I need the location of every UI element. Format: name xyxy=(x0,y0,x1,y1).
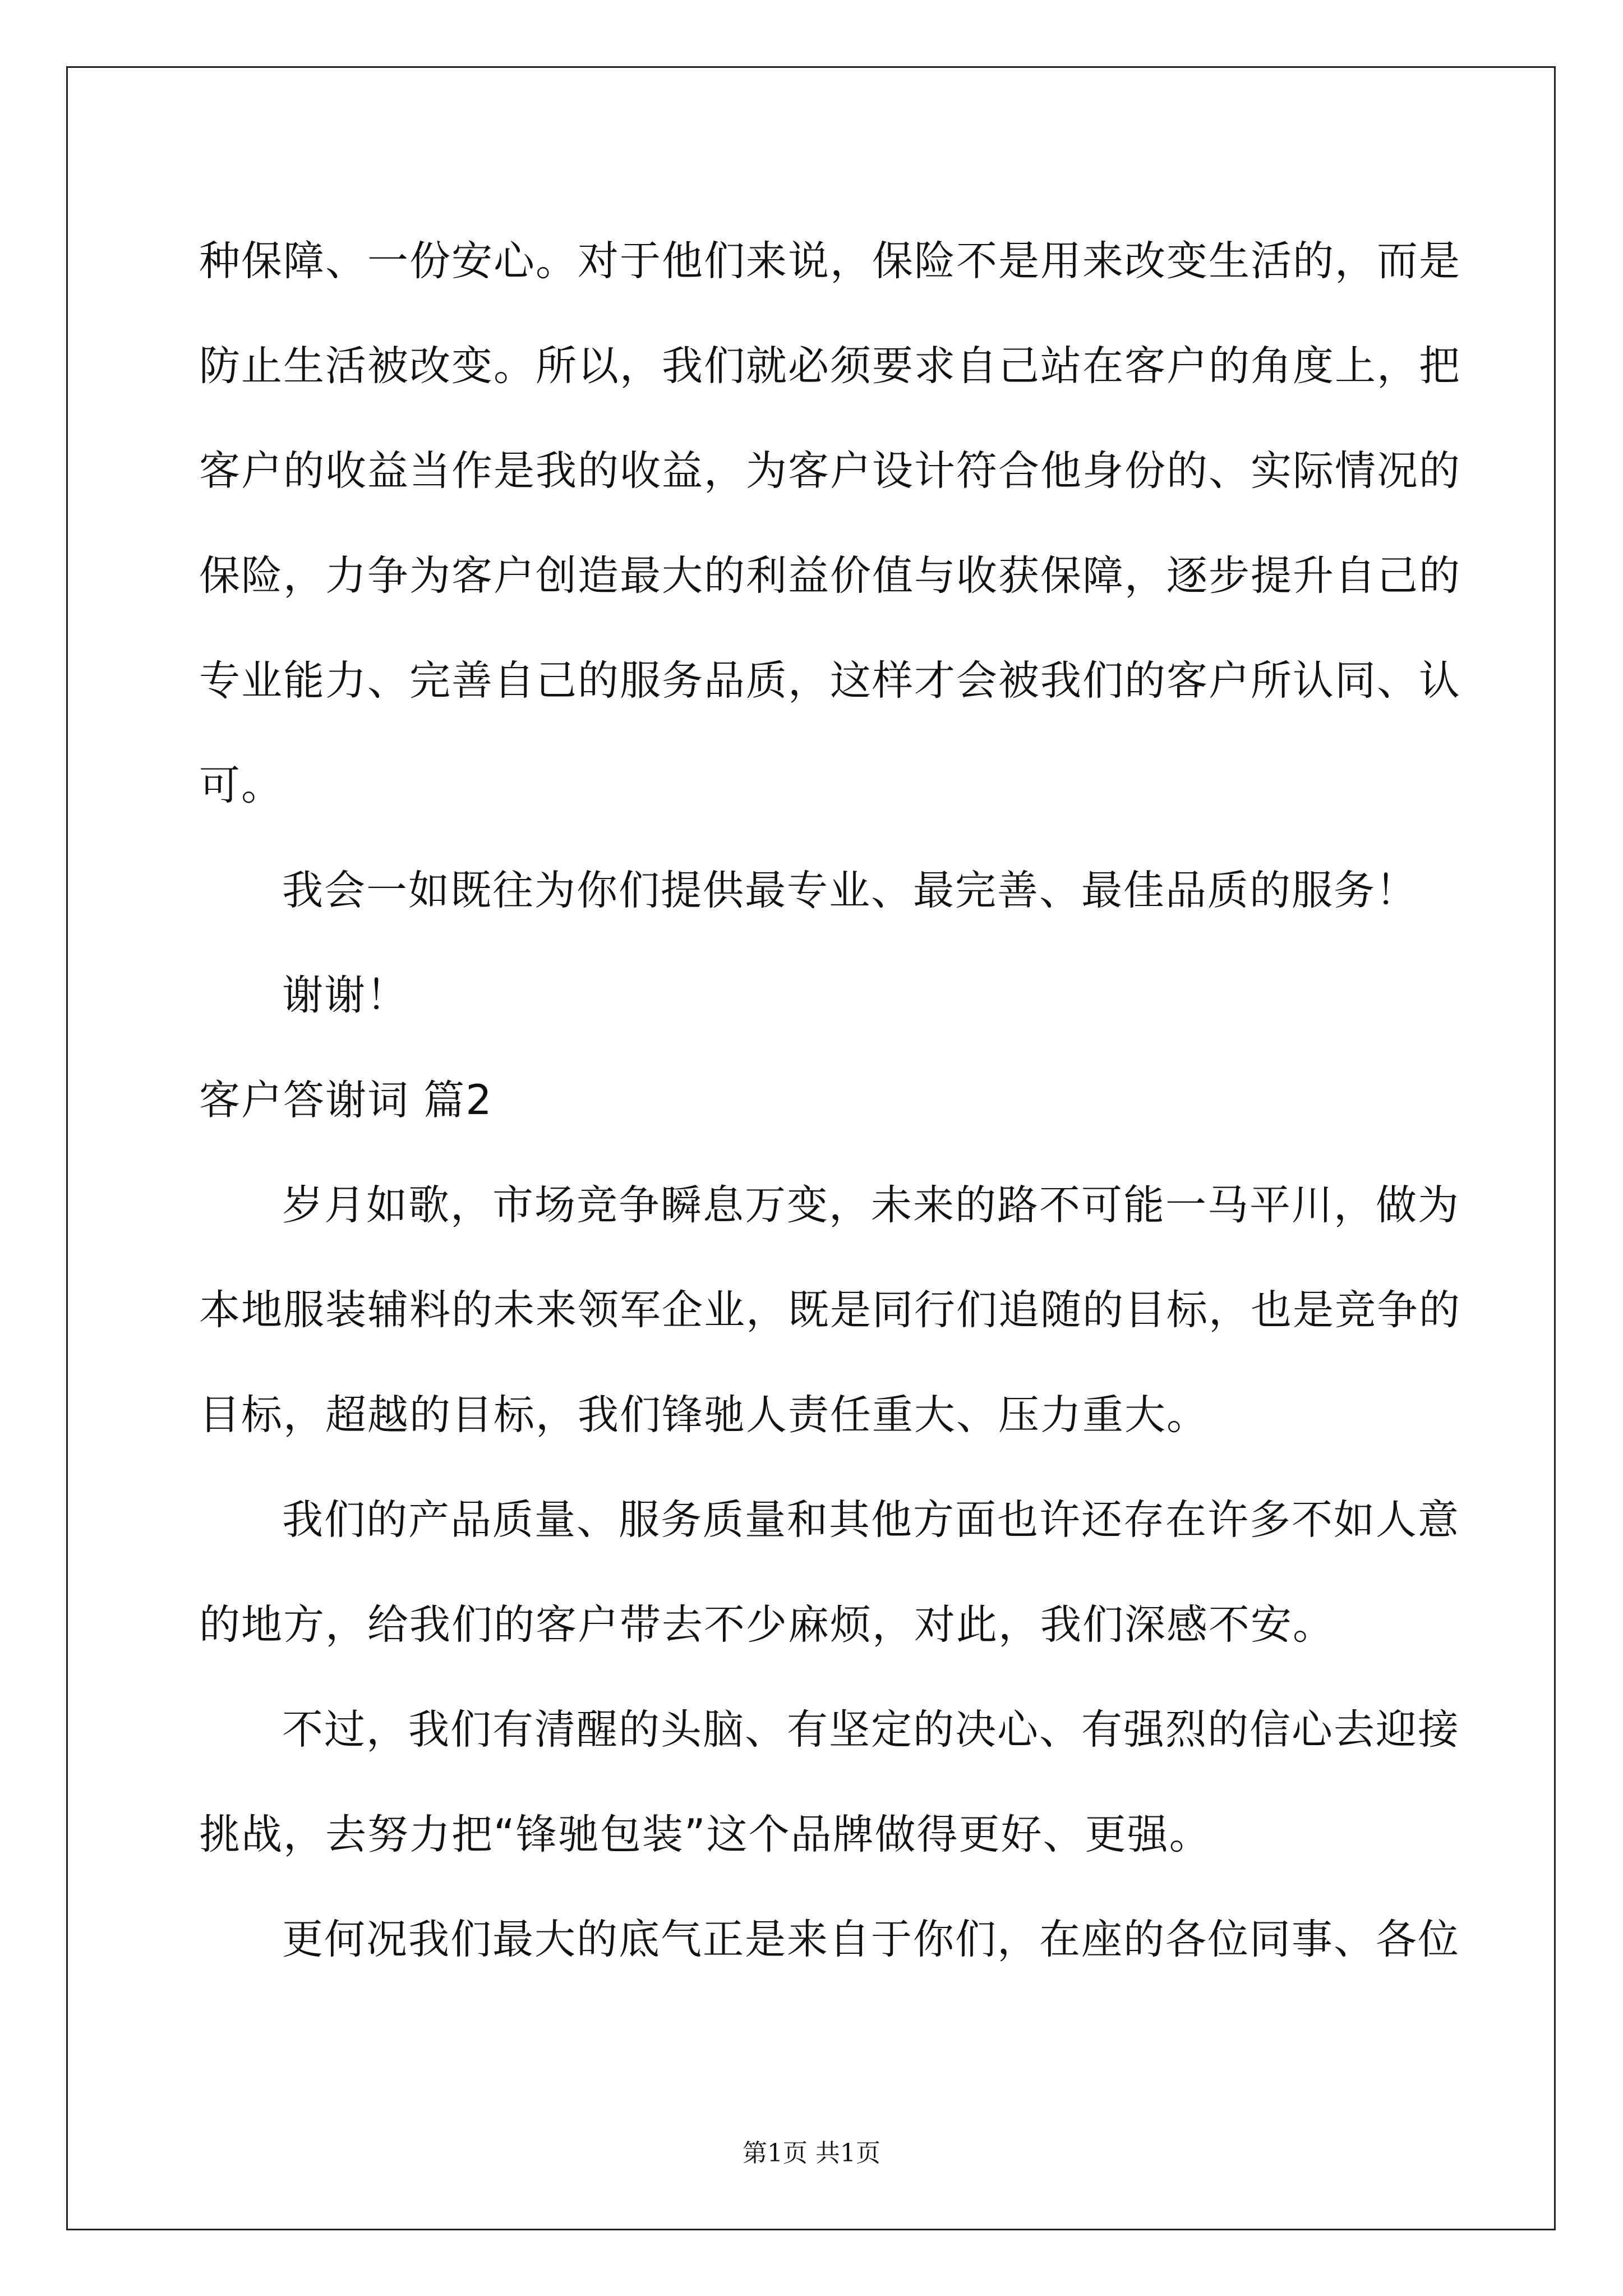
section-heading: 客户答谢词 篇2 xyxy=(199,1076,493,1124)
text-line: 本地服装辅料的未来领军企业，既是同行们追随的目标，也是竞争的 xyxy=(199,1286,1461,1334)
document-body xyxy=(199,209,1461,1992)
text-line: 的地方，给我们的客户带去不少麻烦，对此，我们深感不安。 xyxy=(199,1601,1335,1649)
text-line: 挑战，去努力把“锋驰包装”这个品牌做得更好、更强。 xyxy=(199,1811,1211,1858)
text-line: 专业能力、完善自己的服务品质，这样才会被我们的客户所认同、认 xyxy=(199,657,1461,705)
text-line: 目标，超越的目标，我们锋驰人责任重大、压力重大。 xyxy=(199,1391,1209,1439)
text-line: 可。 xyxy=(199,762,283,809)
text-line: 防止生活被改变。所以，我们就必须要求自己站在客户的角度上，把 xyxy=(199,342,1461,390)
paragraph-line: 谢谢！ xyxy=(282,972,408,1019)
text-line: 种保障、一份安心。对于他们来说，保险不是用来改变生活的，而是 xyxy=(199,237,1461,285)
text-line: 保险，力争为客户创造最大的利益价值与收获保障，逐步提升自己的 xyxy=(199,552,1461,600)
paragraph-line: 岁月如歌，市场竞争瞬息万变，未来的路不可能一马平川，做为 xyxy=(282,1181,1460,1229)
paragraph-line: 不过，我们有清醒的头脑、有坚定的决心、有强烈的信心去迎接 xyxy=(282,1706,1460,1754)
paragraph-line: 我会一如既往为你们提供最专业、最完善、最佳品质的服务！ xyxy=(282,867,1418,914)
page-number-footer: 第1页 共1页 xyxy=(743,2139,880,2168)
text-line: 客户的收益当作是我的收益，为客户设计符合他身份的、实际情况的 xyxy=(199,447,1461,495)
paragraph-line: 更何况我们最大的底气正是来自于你们，在座的各位同事、各位 xyxy=(282,1916,1460,1963)
paragraph-line: 我们的产品质量、服务质量和其他方面也许还存在许多不如人意 xyxy=(282,1496,1460,1544)
